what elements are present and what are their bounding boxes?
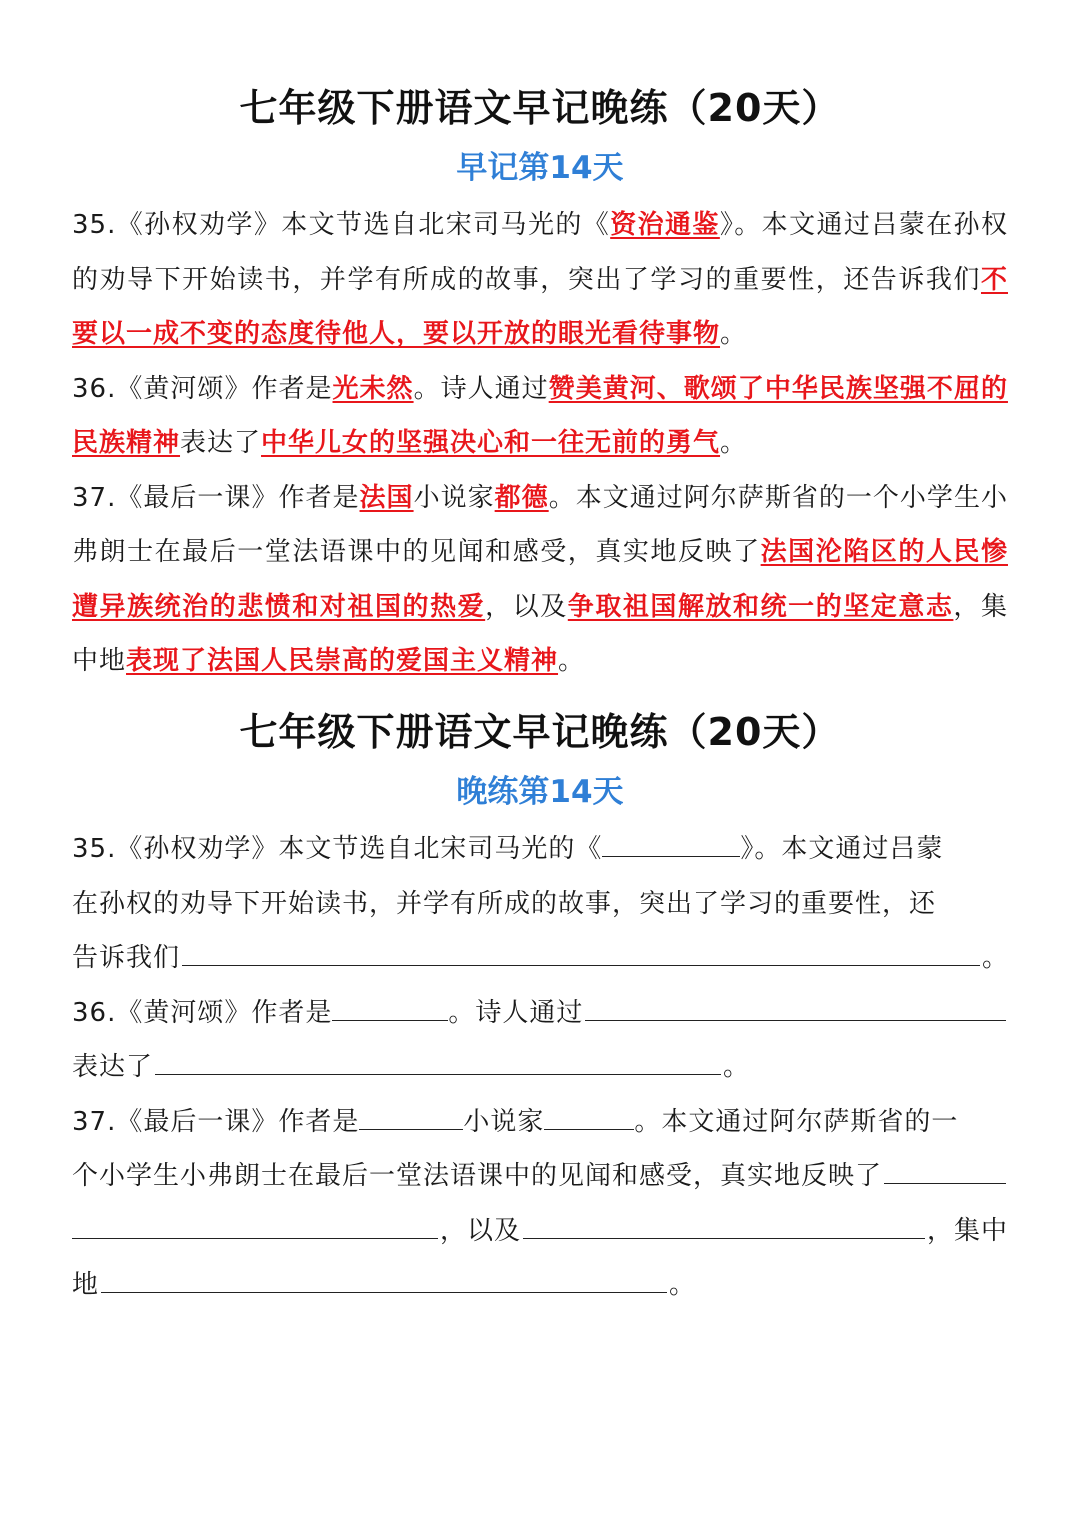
- evening-q35-line2: 在孙权的劝导下开始读书，并学有所成的故事，突出了学习的重要性，还: [72, 888, 937, 919]
- blank-answer-field[interactable]: [182, 935, 980, 966]
- blank-answer-field[interactable]: [884, 1153, 1006, 1184]
- evening-q36-line1: 36.《黄河颂》作者是 。诗人通过: [72, 986, 1008, 1041]
- evening-subtitle: 晚练第14天: [456, 774, 624, 810]
- evening-q37-line2: 个小学生小弗朗士在最后一堂法语课中的见闻和感受，真实地反映了: [72, 1149, 1008, 1204]
- morning-q37: 37.《最后一课》作者是法国小说家都德。本文通过阿尔萨斯省的一个小学生小弗朗士在最后一堂法语课中的见闻和感受，真实地反映了法国沦陷区的人民惨遭异族统治的悲愤和对祖国的热爱，以及争取祖国解放和统一的坚定意志，集中地表现了法国人民崇高的爱国主义精神。: [72, 482, 1008, 676]
- answer: 争取祖国解放和统一的坚定意志: [567, 591, 954, 622]
- answer: 法国: [359, 482, 414, 513]
- blank-answer-field[interactable]: [544, 1099, 634, 1130]
- blank-answer-field[interactable]: [585, 990, 1006, 1021]
- answer: 赞美黄河、歌颂了中华民族坚强不屈的民族精神: [72, 373, 1008, 458]
- morning-subtitle: 早记第14天: [456, 150, 624, 186]
- blank-answer-field[interactable]: [602, 826, 740, 857]
- answer: 法国沦陷区的人民惨遭异族统治的悲愤和对祖国的热爱: [72, 537, 1008, 622]
- blank-answer-field[interactable]: [523, 1208, 925, 1239]
- morning-q35: 35.《孙权劝学》本文节选自北宋司马光的《资治通鉴》。本文通过吕蒙在孙权的劝导下开始读书，并学有所成的故事，突出了学习的重要性，还告诉我们不要以一成不变的态度待他人，要以开放的眼光看待事物。: [72, 210, 1008, 349]
- answer: 表现了法国人民崇高的爱国主义精神: [126, 646, 559, 676]
- answer: 光未然: [332, 373, 414, 404]
- evening-q36-line2: 表达了 。: [72, 1040, 1008, 1095]
- evening-q37-line1: 37.《最后一课》作者是 小说家 。本文通过阿尔萨斯省的一: [72, 1095, 1008, 1150]
- blank-answer-field[interactable]: [155, 1044, 721, 1075]
- evening-title: 七年级下册语文早记晚练（20天）: [239, 710, 841, 754]
- morning-title: 七年级下册语文早记晚练（20天）: [239, 86, 841, 130]
- evening-q35-line1: 35.《孙权劝学》本文节选自北宋司马光的《 》。本文通过吕蒙: [72, 822, 1008, 877]
- answer: 不要以一成不变的态度待他人，要以开放的眼光看待事物: [72, 264, 1008, 349]
- blank-answer-field[interactable]: [359, 1099, 463, 1130]
- morning-q36: 36.《黄河颂》作者是光未然。诗人通过赞美黄河、歌颂了中华民族坚强不屈的民族精神表达了中华儿女的坚强决心和一往无前的勇气。: [72, 373, 1008, 458]
- blank-answer-field[interactable]: [332, 990, 448, 1021]
- evening-q37-line4: 地 。: [72, 1258, 1008, 1313]
- blank-answer-field[interactable]: [101, 1262, 667, 1293]
- answer: 都德: [494, 482, 549, 513]
- evening-section: [72, 822, 1008, 1313]
- evening-q35-line3: 告诉我们 。: [72, 931, 1008, 986]
- answer: 中华儿女的坚强决心和一往无前的勇气: [261, 428, 721, 458]
- blank-answer-field[interactable]: [72, 1208, 438, 1239]
- answer: 资治通鉴: [610, 210, 720, 240]
- morning-section: [72, 198, 1008, 689]
- evening-q37-line3: ，以及 ，集中: [72, 1204, 1008, 1259]
